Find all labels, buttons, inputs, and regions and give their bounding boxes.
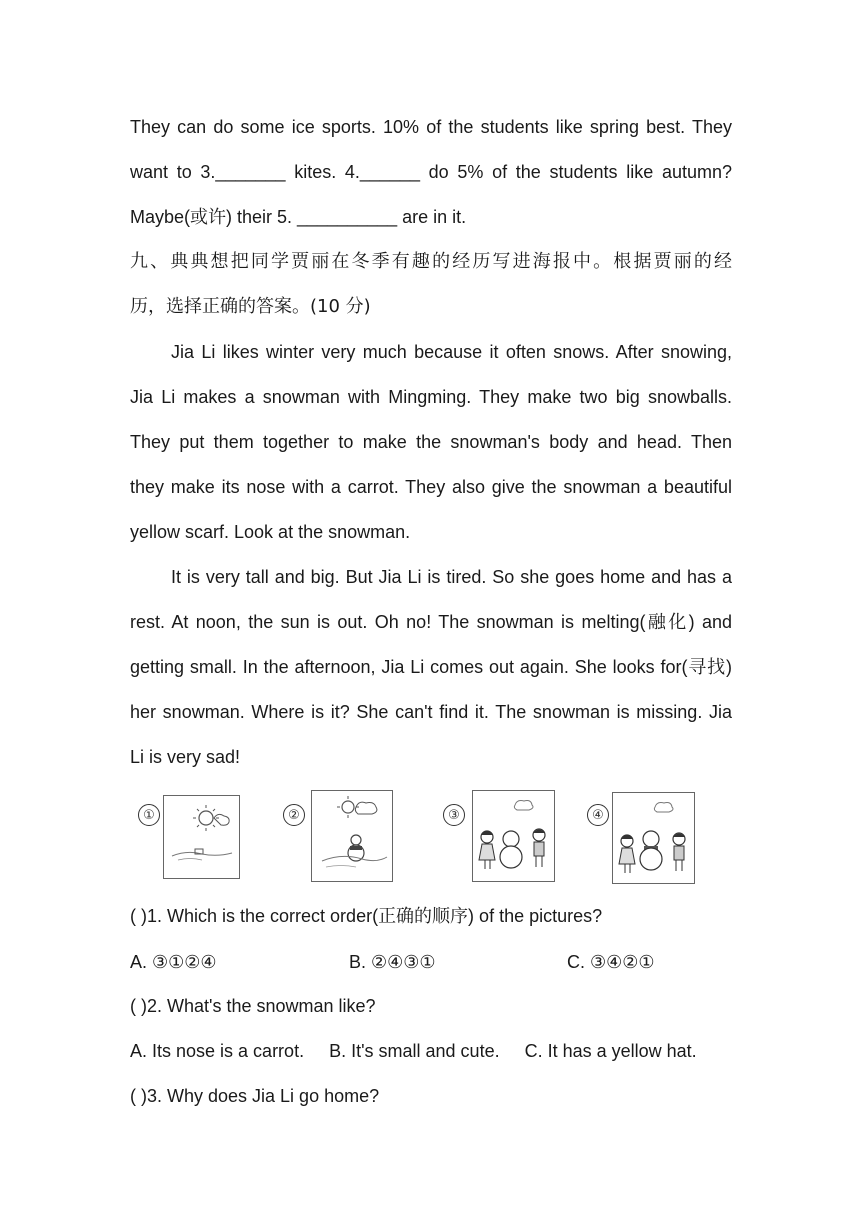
q1-option-b[interactable]: B. ②④③① (349, 952, 436, 972)
picture-small-snowman (311, 790, 393, 882)
picture-melted-snow (163, 795, 240, 879)
paragraph-line: they make its nose with a carrot. They also give the snowman a beautiful (130, 477, 732, 497)
q1-option-a[interactable]: A. ③①②④ (130, 952, 217, 972)
section-heading: 历，选择正确的答案。(10 分) (130, 296, 371, 317)
children-scarf-snowman-icon (613, 793, 694, 883)
small-snowman-sun-icon (312, 791, 392, 881)
question-2: ( )2. What's the snowman like? (130, 996, 376, 1016)
picture-number: ① (138, 804, 160, 826)
paragraph-line: It is very tall and big. But Jia Li is tired. So she goes home and has a (171, 567, 732, 587)
picture-children-scarf-snowman (612, 792, 695, 884)
question-1: ( )1. Which is the correct order(正确的顺序) of the pictures? (130, 906, 603, 926)
picture-number: ③ (443, 804, 465, 826)
paragraph-line: Li is very sad! (130, 747, 241, 767)
melted-snow-icon (164, 796, 239, 878)
picture-children-snowman (472, 790, 555, 882)
paragraph-line: They put them together to make the snowman's body and head. Then (130, 432, 732, 452)
picture-number: ② (283, 804, 305, 826)
paragraph-line: getting small. In the afternoon, Jia Li comes out again. She looks for(寻找) (130, 657, 732, 677)
paragraph-line: Jia Li makes a snowman with Mingming. They make two big snowballs. (130, 387, 732, 407)
passage-line: They can do some ice sports. 10% of the students like spring best. They (130, 117, 732, 137)
passage-line: Maybe(或许) their 5. __________ are in it. (130, 207, 467, 227)
children-snowman-icon (473, 791, 554, 881)
question-3: ( )3. Why does Jia Li go home? (130, 1086, 380, 1106)
paragraph-line: Jia Li likes winter very much because it often snows. After snowing, (171, 342, 732, 362)
paragraph-line: her snowman. Where is it? She can't find it. The snowman is missing. Jia (130, 702, 732, 722)
q2-options[interactable]: A. Its nose is a carrot. B. It's small and cute. C. It has a yellow hat. (130, 1041, 697, 1061)
section-heading: 九、典典想把同学贾丽在冬季有趣的经历写进海报中。根据贾丽的经 (130, 251, 732, 272)
passage-line: want to 3._______ kites. 4.______ do 5% of the students like autumn? (130, 162, 732, 182)
paragraph-line: yellow scarf. Look at the snowman. (130, 522, 411, 542)
q1-option-c[interactable]: C. ③④②① (567, 952, 655, 972)
paragraph-line: rest. At noon, the sun is out. Oh no! The snowman is melting(融化) and (130, 612, 732, 632)
picture-number: ④ (587, 804, 609, 826)
